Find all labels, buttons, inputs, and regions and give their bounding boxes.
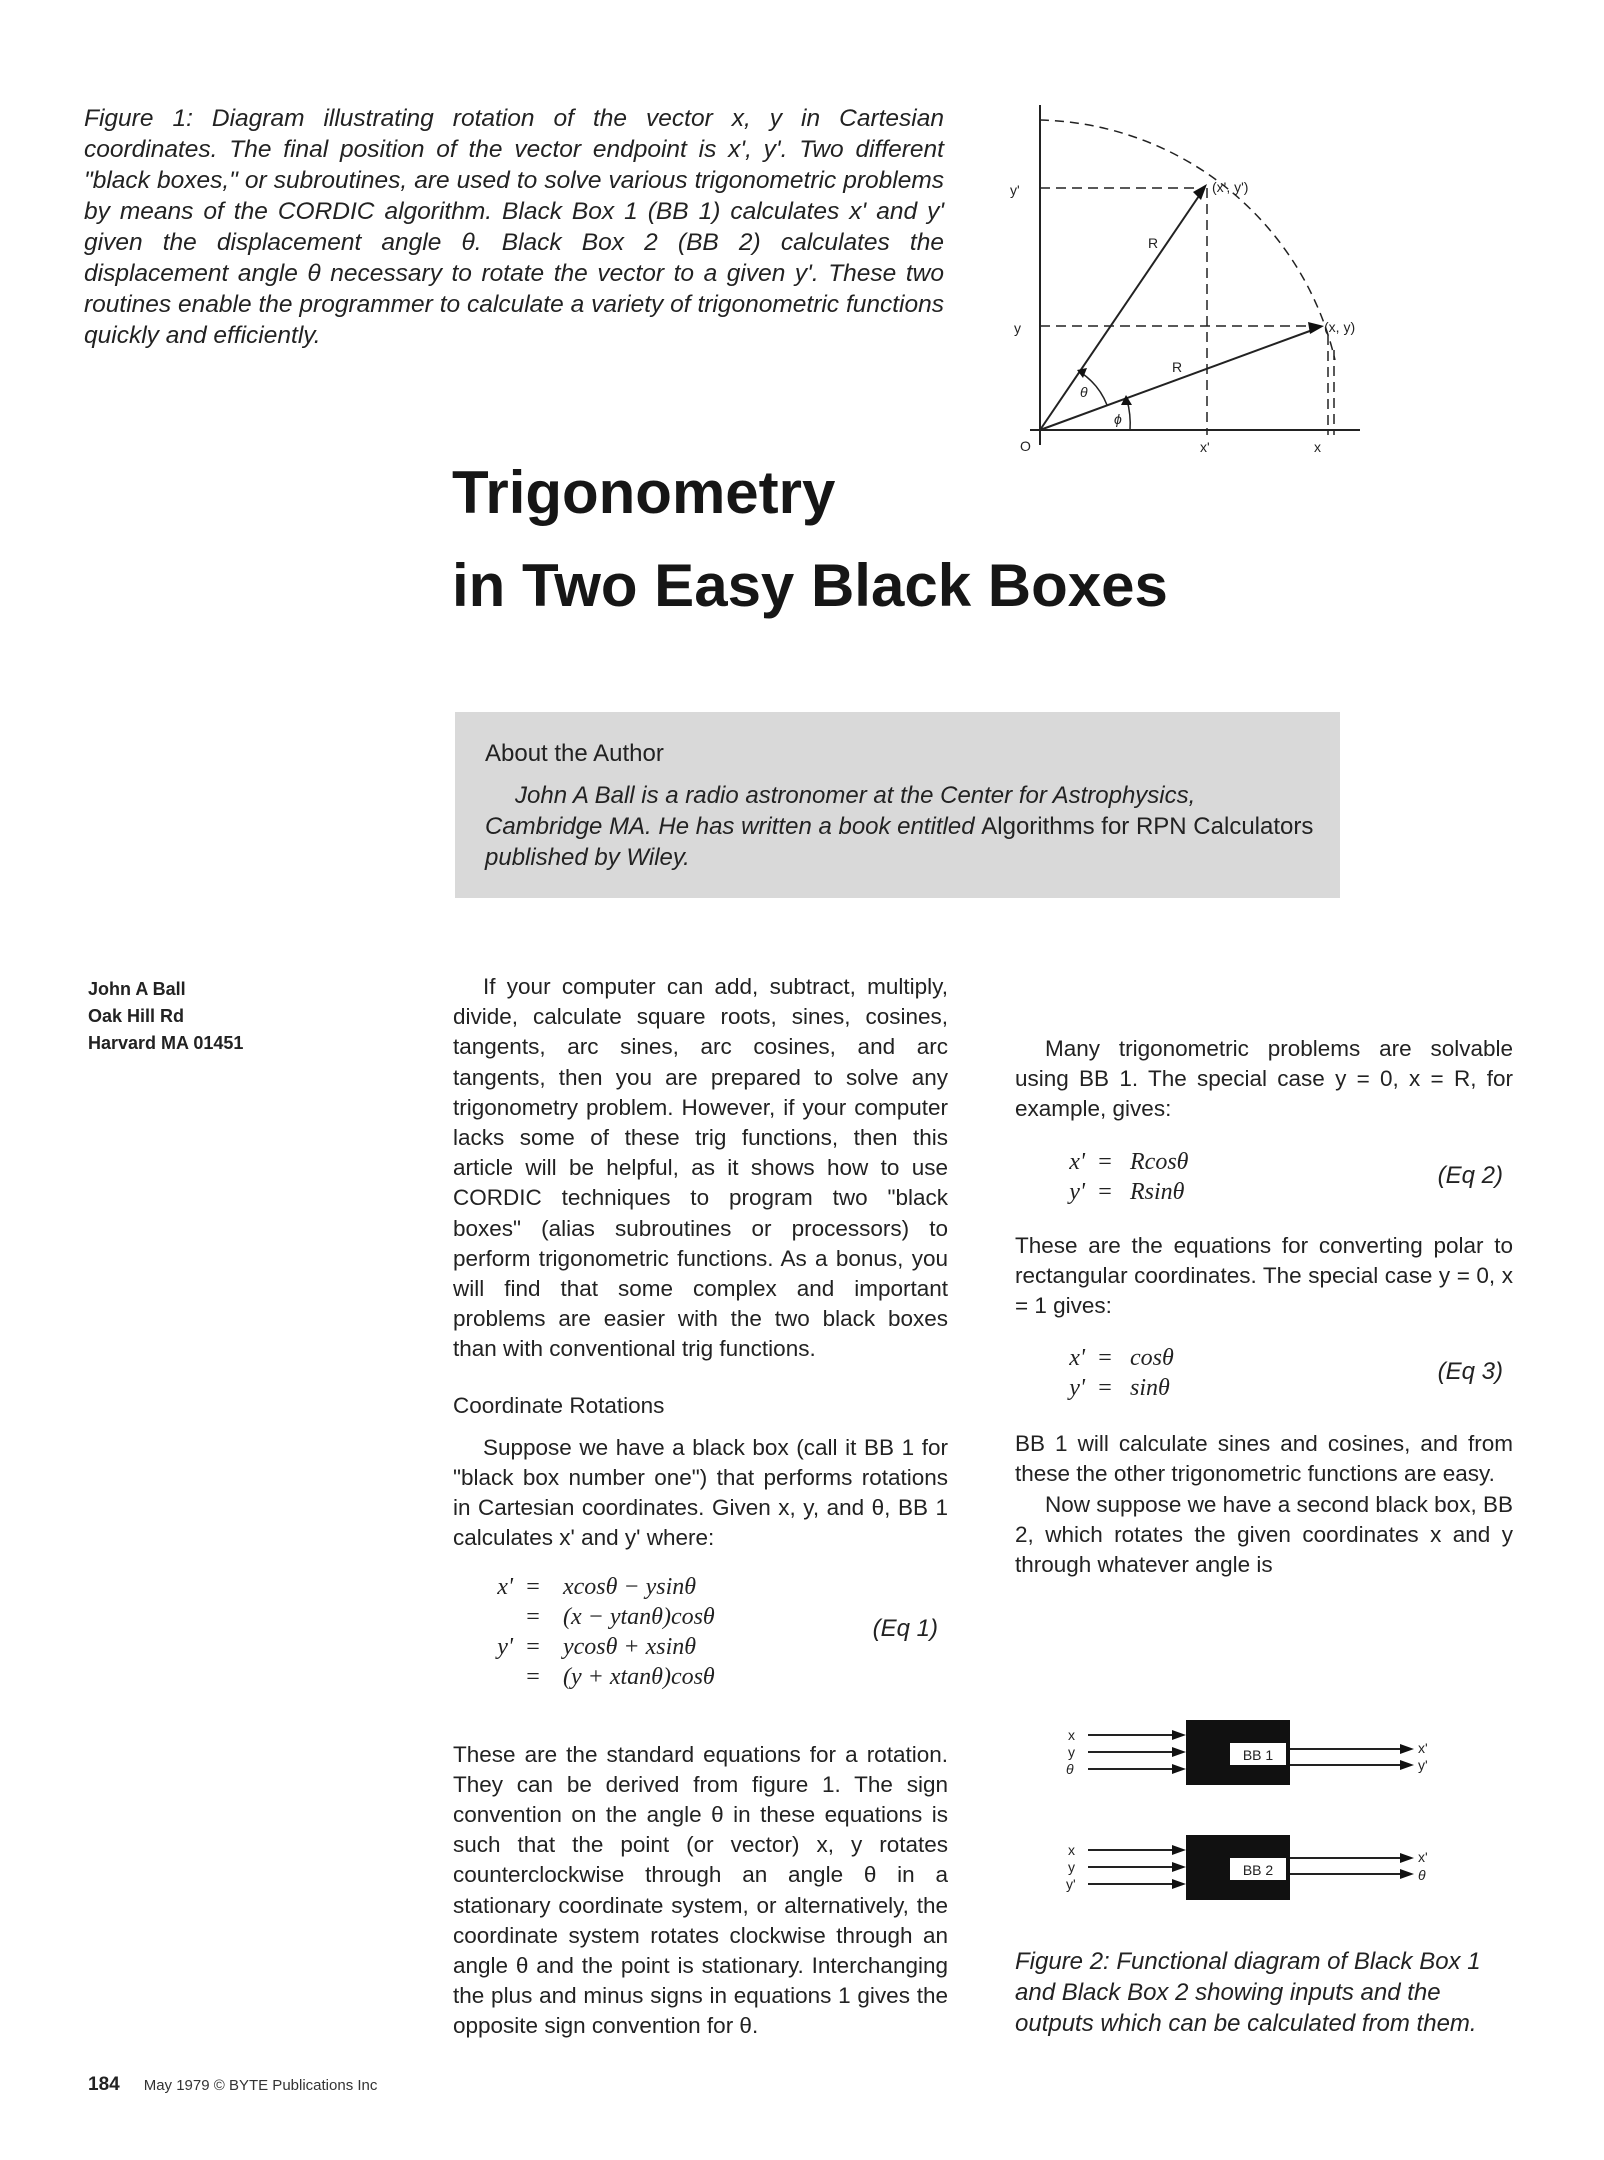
- paragraph-polar-rectangular: These are the equations for converting polar to rectangular coordinates. The special case y = 0, x = 1 gives:: [1015, 1232, 1513, 1319]
- eq1-line3-equals: =: [526, 1633, 540, 1660]
- body-column-1: [453, 972, 948, 2042]
- bb1-arrow-xprime: [1400, 1744, 1414, 1754]
- bb1-input-theta: θ: [1066, 1761, 1074, 1777]
- equation-3: [1015, 1343, 1513, 1403]
- eq3-line2-equals: =: [1098, 1375, 1112, 1402]
- eq1-line1-rhs: xcosθ − ysinθ: [563, 1573, 697, 1600]
- eq3-line1-rhs: cosθ: [1130, 1345, 1174, 1372]
- bb2-arrow-x: [1172, 1845, 1186, 1855]
- label-y-prime: y': [1010, 182, 1020, 198]
- eq3-line1-equals: =: [1098, 1345, 1112, 1372]
- footer-text: May 1979 © BYTE Publications Inc: [143, 2077, 378, 2094]
- bb1-box-label: BB 1: [1242, 1747, 1274, 1763]
- bb1-arrow-theta: [1172, 1764, 1186, 1774]
- eq2-line2-rhs: Rsinθ: [1130, 1178, 1185, 1205]
- bb2-output-theta: θ: [1418, 1867, 1426, 1883]
- rotation-arc: [1040, 120, 1335, 360]
- page-number: 184: [88, 2074, 120, 2095]
- equation-1: [453, 1572, 948, 1722]
- author-text-after: published by Wiley.: [485, 844, 690, 871]
- eq2-line2-lhs: y': [1069, 1178, 1085, 1205]
- paragraph-rotation-convention: These are the standard equations for a rotation. They can be derived from figure 1. The sign convention on the angle θ in these equations is such that the point (or vector) x, y rotates counterclockwise through an angle θ in a stationary coordinate system, or alternatively, the coordinate system rotates clockwise through an angle θ and the point is stationary. Interchanging the plus and minus signs in equations 1 gives the opposite sign convention for θ.: [453, 1741, 948, 2039]
- author-book-title: Algorithms for RPN Calculators: [981, 813, 1314, 840]
- label-x: x: [1314, 439, 1321, 455]
- address-name: John A Ball: [88, 979, 186, 999]
- eq2-line1-equals: =: [1098, 1148, 1112, 1175]
- about-author-text: [485, 780, 1315, 873]
- label-radius-original: R: [1172, 359, 1183, 375]
- bb2-arrow-yprime: [1172, 1879, 1186, 1889]
- eq3-line2-rhs: sinθ: [1130, 1375, 1170, 1402]
- eq1-line1-equals: =: [526, 1573, 540, 1600]
- label-point-rotated: (x', y'): [1212, 179, 1249, 195]
- figure-1-diagram: [990, 100, 1400, 470]
- eq2-line1-lhs: x': [1069, 1148, 1085, 1175]
- eq1-line1-lhs: x': [497, 1573, 513, 1600]
- vector-rotated: [1040, 190, 1203, 430]
- body-column-2: [1015, 972, 1513, 1580]
- article-title-line-1: Trigonometry: [452, 459, 836, 526]
- address-city: Harvard MA 01451: [88, 1033, 244, 1053]
- paragraph-special-case: Many trigonometric problems are solvable using BB 1. The special case y = 0, x = R, for example, gives:: [1015, 1036, 1513, 1122]
- eq1-label: (Eq 1): [872, 1614, 938, 1642]
- eq1-line2-equals: =: [526, 1603, 540, 1630]
- paragraph-bb1-sines: BB 1 will calculate sines and cosines, and from these the other trigonometric functions are easy.: [1015, 1431, 1513, 1487]
- label-x-prime: x': [1200, 439, 1210, 455]
- paragraph-bb2-intro: Now suppose we have a second black box, BB 2, which rotates the given coordinates x and y through whatever angle is: [1015, 1491, 1513, 1578]
- arrowhead-original: [1308, 322, 1324, 334]
- bb2-input-yprime: y': [1066, 1876, 1076, 1892]
- about-author-heading: About the Author: [485, 740, 664, 767]
- bb2-output-xprime: x': [1418, 1849, 1428, 1865]
- figure-2-diagram: [1060, 1715, 1440, 1925]
- bb1-arrow-x: [1172, 1730, 1186, 1740]
- bb1-arrow-y: [1172, 1747, 1186, 1757]
- figure-2-caption: Figure 2: Functional diagram of Black Box 1 and Black Box 2 showing inputs and the outputs which can be calculated from them.: [1015, 1948, 1481, 2037]
- eq2-line2-equals: =: [1098, 1178, 1112, 1205]
- author-text-before: John A Ball is a radio astronomer at the Center for Astrophysics, Cambridge MA. He has written a book entitled: [485, 782, 1196, 840]
- bb2-box-label: BB 2: [1242, 1862, 1274, 1878]
- bb1-arrow-yprime: [1400, 1760, 1414, 1770]
- bb2-input-y: y: [1068, 1859, 1075, 1875]
- about-author-box: [455, 712, 1340, 898]
- bb1-input-y: y: [1068, 1744, 1075, 1760]
- eq2-label: (Eq 2): [1437, 1161, 1503, 1189]
- label-origin: O: [1020, 438, 1031, 454]
- eq1-line3-lhs: y': [497, 1633, 513, 1660]
- label-y: y: [1014, 320, 1021, 336]
- eq3-label: (Eq 3): [1437, 1358, 1503, 1386]
- bb1-output-xprime: x': [1418, 1740, 1428, 1756]
- figure-1-caption: Figure 1: Diagram illustrating rotation of the vector x, y in Cartesian coordinates. The final position of the vector endpoint is x', y'. Two different "black boxes," or subroutines, are used to solve various trigonometric problems by means of the CORDIC algorithm. Black Box 1 (BB 1) calculates x' and y' given the displacement angle θ. Black Box 2 (BB 2) calculates the displacement angle θ necessary to rotate the vector to a given y'. These two routines enable the programmer to calculate a variety of trigonometric functions quickly and efficiently.: [84, 105, 944, 349]
- eq1-line4-rhs: (y + xtanθ)cosθ: [563, 1663, 715, 1690]
- arrowhead-rotated: [1193, 184, 1207, 200]
- label-phi: ϕ: [1114, 411, 1122, 427]
- label-theta: θ: [1080, 384, 1088, 400]
- label-point-original: (x, y): [1324, 319, 1356, 335]
- bb2-arrow-theta: [1400, 1869, 1414, 1879]
- vector-original: [1040, 328, 1318, 430]
- address-street: Oak Hill Rd: [88, 1006, 185, 1026]
- eq1-line3-rhs: ycosθ + xsinθ: [563, 1633, 697, 1660]
- eq1-line4-equals: =: [526, 1663, 540, 1690]
- bb2-arrow-y: [1172, 1862, 1186, 1872]
- bb2-input-x: x: [1068, 1842, 1075, 1858]
- subhead-coordinate-rotations: Coordinate Rotations: [453, 1392, 665, 1418]
- article-title-line-2: in Two Easy Black Boxes: [452, 552, 1168, 619]
- eq1-line2-rhs: (x − ytanθ)cosθ: [563, 1603, 715, 1630]
- bb1-output-yprime: y': [1418, 1757, 1428, 1773]
- bb2-arrow-xprime: [1400, 1853, 1414, 1863]
- bb1-input-x: x: [1068, 1727, 1075, 1743]
- page-footer: [88, 2074, 377, 2096]
- eq3-line1-lhs: x': [1069, 1345, 1085, 1372]
- paragraph-intro: If your computer can add, subtract, multiply, divide, calculate square roots, sines, cosines, tangents, arc sines, arc cosines, and arc tangents, then you are prepared to solve any trigonometry problem. However, if your computer lacks some of these trig functions, then this article will be helpful, as it shows how to use CORDIC techniques to program two "black boxes" (alias subroutines or processors) to perform trigonometric functions. As a bonus, you will find that some complex and important problems are easier with the two black boxes than with conventional trig functions.: [453, 974, 948, 1362]
- eq3-line2-lhs: y': [1069, 1375, 1085, 1402]
- label-radius-rotated: R: [1148, 235, 1159, 251]
- author-address: [88, 976, 243, 1057]
- equation-2: [1015, 1147, 1513, 1207]
- eq2-line1-rhs: Rcosθ: [1130, 1148, 1189, 1175]
- paragraph-black-box-1: Suppose we have a black box (call it BB 1 for "black box number one") that performs rotations in Cartesian coordinates. Given x, y, and θ, BB 1 calculates x' and y' where:: [453, 1434, 948, 1551]
